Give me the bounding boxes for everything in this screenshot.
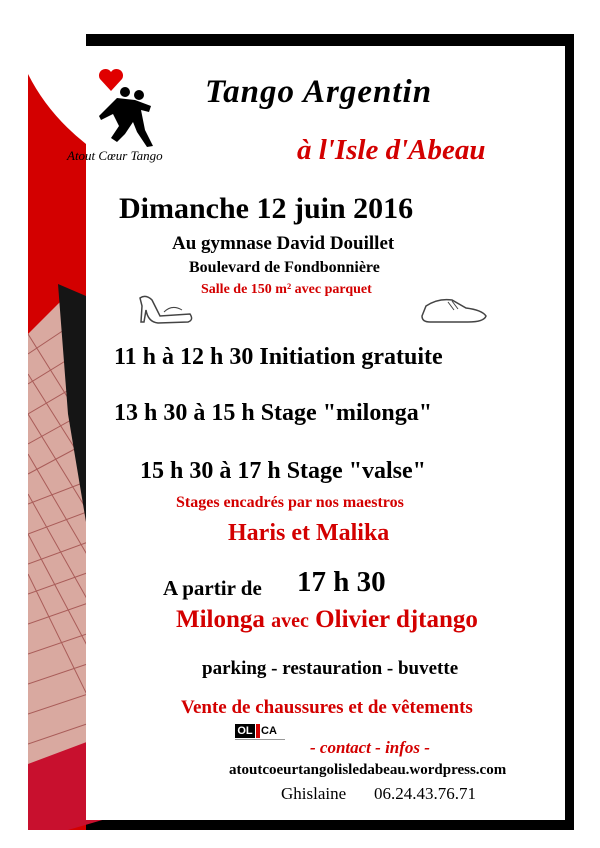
- olica-logo: OL CA: [235, 724, 285, 746]
- event-date: Dimanche 12 juin 2016: [119, 192, 414, 225]
- schedule-item-initiation: 11 h à 12 h 30 Initiation gratuite: [114, 344, 443, 370]
- title-line-1: Tango Argentin: [205, 74, 433, 110]
- teachers-names: Haris et Malika: [228, 520, 390, 546]
- milonga-title-a: Milonga: [176, 606, 265, 633]
- milonga-title: [176, 606, 478, 634]
- milonga-title-avec: avec: [271, 610, 309, 632]
- event-hall: Salle de 150 m² avec parquet: [201, 282, 372, 297]
- milonga-from-label: A partir de: [163, 576, 262, 600]
- teachers-intro: Stages encadrés par nos maestros: [176, 494, 404, 511]
- contact-header: - contact - infos -: [310, 738, 430, 757]
- contact-phone: 06.24.43.76.71: [374, 784, 476, 803]
- dancing-couple-icon: [95, 86, 163, 148]
- heel-shoe-icon: [136, 292, 196, 326]
- men-shoe-icon: [418, 292, 490, 326]
- services-amenities: parking - restauration - buvette: [202, 658, 459, 679]
- event-venue: Au gymnase David Douillet: [172, 233, 395, 254]
- milonga-from-time: 17 h 30: [297, 566, 386, 598]
- brand-name: Atout Cœur Tango: [67, 148, 163, 163]
- schedule-item-milonga-stage: 13 h 30 à 15 h Stage "milonga": [114, 400, 433, 426]
- contact-person: Ghislaine: [281, 784, 347, 803]
- schedule-item-valse-stage: 15 h 30 à 17 h Stage "valse": [140, 458, 426, 484]
- milonga-title-b: Olivier djtango: [315, 606, 478, 633]
- event-street: Boulevard de Fondbonnière: [189, 259, 380, 276]
- title-line-2: à l'Isle d'Abeau: [297, 134, 486, 166]
- contact-website[interactable]: atoutcoeurtangolisledabeau.wordpress.com: [229, 762, 507, 778]
- services-sales: Vente de chaussures et de vêtements: [181, 697, 473, 718]
